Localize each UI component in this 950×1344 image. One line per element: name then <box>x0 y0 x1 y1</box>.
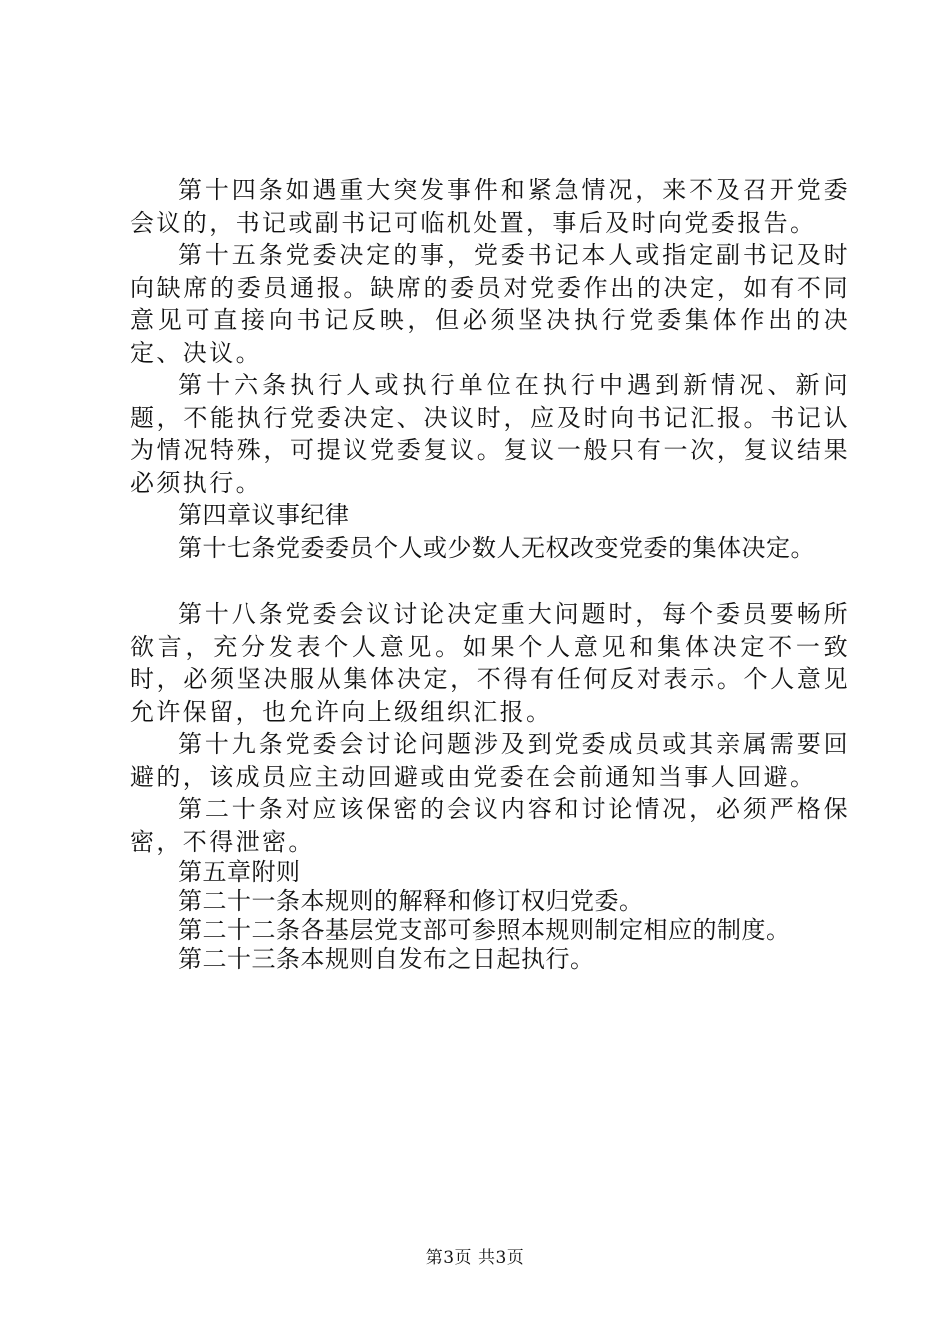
article-17: 第十七条党委委员个人或少数人无权改变党委的集体决定。 <box>178 533 815 562</box>
article-15: 第十五条党委决定的事，党委书记本人或指定副书记及时向缺席的委员通报。缺席的委员对党委作出的决定，如有不同意见可直接向书记反映，但必须坚决执行党委集体作出的决定、决议。 <box>130 241 850 367</box>
article-18: 第十八条党委会议讨论决定重大问题时，每个委员要畅所欲言，充分发表个人意见。如果个人意见和集体决定不一致时，必须坚决服从集体决定，不得有任何反对表示。个人意见允许保留，也允许向上级组织汇报。 <box>130 600 850 726</box>
chapter-4-heading: 第四章议事纪律 <box>178 501 350 529</box>
document-body <box>130 174 850 974</box>
article-22: 第二十二条各基层党支部可参照本规则制定相应的制度。 <box>178 916 791 944</box>
article-20: 第二十条对应该保密的会议内容和讨论情况，必须严格保密，不得泄密。 <box>130 795 850 856</box>
paragraph-gap <box>130 564 850 598</box>
article-21: 第二十一条本规则的解释和修订权归党委。 <box>178 887 644 915</box>
article-19: 第十九条党委会讨论问题涉及到党委成员或其亲属需要回避的，该成员应主动回避或由党委在会前通知当事人回避。 <box>130 730 850 791</box>
article-23: 第二十三条本规则自发布之日起执行。 <box>178 945 595 973</box>
chapter-5-heading: 第五章附则 <box>178 858 301 886</box>
article-16: 第十六条执行人或执行单位在执行中遇到新情况、新问题，不能执行党委决定、决议时，应及时向书记汇报。书记认为情况特殊，可提议党委复议。复议一般只有一次，复议结果必须执行。 <box>130 371 850 497</box>
article-14: 第十四条如遇重大突发事件和紧急情况，来不及召开党委会议的，书记或副书记可临机处置，事后及时向党委报告。 <box>130 176 850 237</box>
page-footer: 第3页 共3页 <box>425 1248 525 1268</box>
